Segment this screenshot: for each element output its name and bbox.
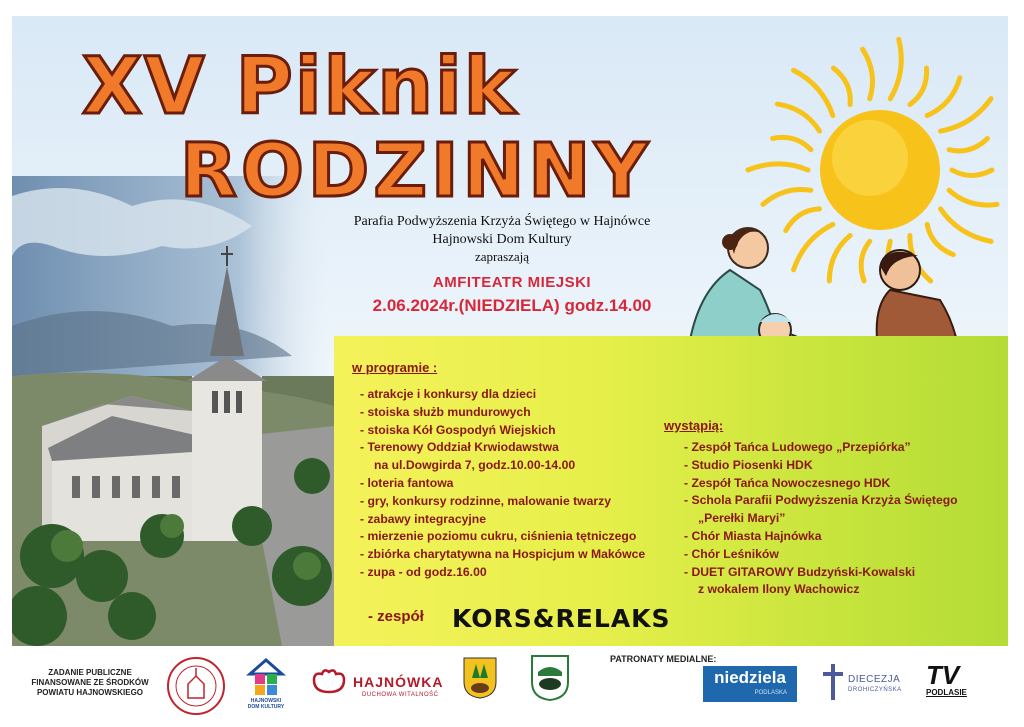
- diocese-subname: DROHICZYŃSKA: [848, 687, 902, 693]
- hajnowka-logo-text: HAJNÓWKA: [353, 674, 444, 690]
- diocese-name: DIECEZJA: [848, 674, 901, 685]
- funding-note-line: FINANSOWANE ZE ŚRODKÓW: [31, 678, 149, 687]
- sun-ray: [863, 49, 873, 98]
- list-item: na ul.Dowgirda 7, godz.10.00-14.00: [374, 458, 576, 473]
- list-item: - zbiórka charytatywna na Hospicjum w Makówce: [360, 547, 646, 562]
- list-item: - Chór Miasta Hajnówka: [684, 528, 822, 543]
- sun-ray: [833, 68, 850, 104]
- list-item: - stoiska służb mundurowych: [360, 404, 531, 419]
- band-name: KORS&RELAKS: [452, 604, 671, 633]
- title-line-2: RODZINNY: [180, 128, 652, 214]
- list-item: - loteria fantowa: [360, 475, 454, 490]
- list-item: - DUET GITAROWY Budzyński-Kowalski: [684, 564, 916, 579]
- hajnowka-tagline: DUCHOWA WITALNOŚĆ: [362, 692, 439, 698]
- list-item: - Terenowy Oddział Krwiodawstwa: [360, 440, 559, 455]
- sun-ray: [773, 137, 811, 149]
- list-item: - zupa - od godz.16.00: [360, 564, 487, 579]
- hajnowka-flower-icon: [308, 666, 350, 696]
- hdk-caption: HAJNOWSKI DOM KULTURY: [247, 698, 285, 710]
- list-item: „Perełki Maryi”: [698, 511, 786, 526]
- venue: AMFITEATR MIEJSKI: [432, 274, 592, 291]
- list-item: - mierzenie poziomu cukru, ciśnienia tętniczego: [360, 529, 637, 544]
- list-item: - Chór Leśników: [684, 546, 779, 561]
- sun-ray: [890, 39, 901, 98]
- funding-note-line: POWIATU HAJNOWSKIEGO: [36, 688, 144, 697]
- organizer-culture-house: Hajnowski Dom Kultury: [432, 232, 572, 247]
- list-item: - Studio Piosenki HDK: [684, 457, 813, 472]
- organizer-parish: Parafia Podwyższenia Krzyża Świętego w Hajnówce: [353, 214, 651, 229]
- niedziela-subtitle: PODLASKA: [754, 690, 787, 696]
- invitation-text: zapraszają: [474, 249, 530, 264]
- program-list: [360, 386, 645, 582]
- sun-ray: [777, 104, 819, 131]
- list-item: - atrakcje i konkursy dla dzieci: [360, 387, 537, 401]
- list-item: - zabawy integracyjne: [360, 511, 486, 526]
- tv-podlasie-subtitle: PODLASIE: [926, 688, 967, 697]
- sun-ray: [949, 138, 987, 150]
- band-prefix: - zespół: [368, 608, 424, 625]
- list-item: - Schola Parafii Podwyższenia Krzyża Świętego: [684, 493, 958, 508]
- county-coat-of-arms: [530, 654, 570, 702]
- hdk-logo: [246, 656, 286, 698]
- program-heading: w programie :: [352, 360, 438, 375]
- sun-ray: [949, 190, 997, 205]
- parish-seal-logo: [166, 656, 226, 716]
- funding-note: [30, 668, 150, 698]
- title-line-1: XV Piknik: [82, 42, 518, 132]
- list-item: - Zespół Tańca Ludowego „Przepiórka”: [684, 440, 911, 454]
- church-illustration: [12, 176, 334, 646]
- list-item: z wokalem Ilony Wachowicz: [698, 582, 860, 597]
- performers-heading: wystąpią:: [664, 418, 724, 433]
- sun-ray: [927, 78, 960, 116]
- sun-ray: [748, 164, 808, 170]
- sun-ray: [910, 68, 927, 104]
- list-item: - Zespół Tańca Nowoczesnego HDK: [684, 475, 891, 490]
- niedziela-logo: niedziela: [703, 666, 797, 702]
- list-item: - gry, konkursy rodzinne, malowanie twarzy: [360, 493, 612, 508]
- list-item: - stoiska Kół Gospodyń Wiejskich: [360, 422, 556, 437]
- event-date-time: 2.06.2024r.(NIEDZIELA) godz.14.00: [372, 296, 652, 315]
- diocese-cross-icon: [820, 662, 846, 702]
- performers-list: [684, 439, 958, 599]
- town-coat-of-arms: [462, 656, 498, 700]
- tv-podlasie-logo: TV: [926, 660, 960, 690]
- sun-ray: [952, 170, 992, 176]
- funding-note-line: ZADANIE PUBLICZNE: [48, 668, 132, 677]
- media-patronage-heading: PATRONATY MEDIALNE:: [610, 654, 717, 664]
- sun-ray: [763, 189, 811, 204]
